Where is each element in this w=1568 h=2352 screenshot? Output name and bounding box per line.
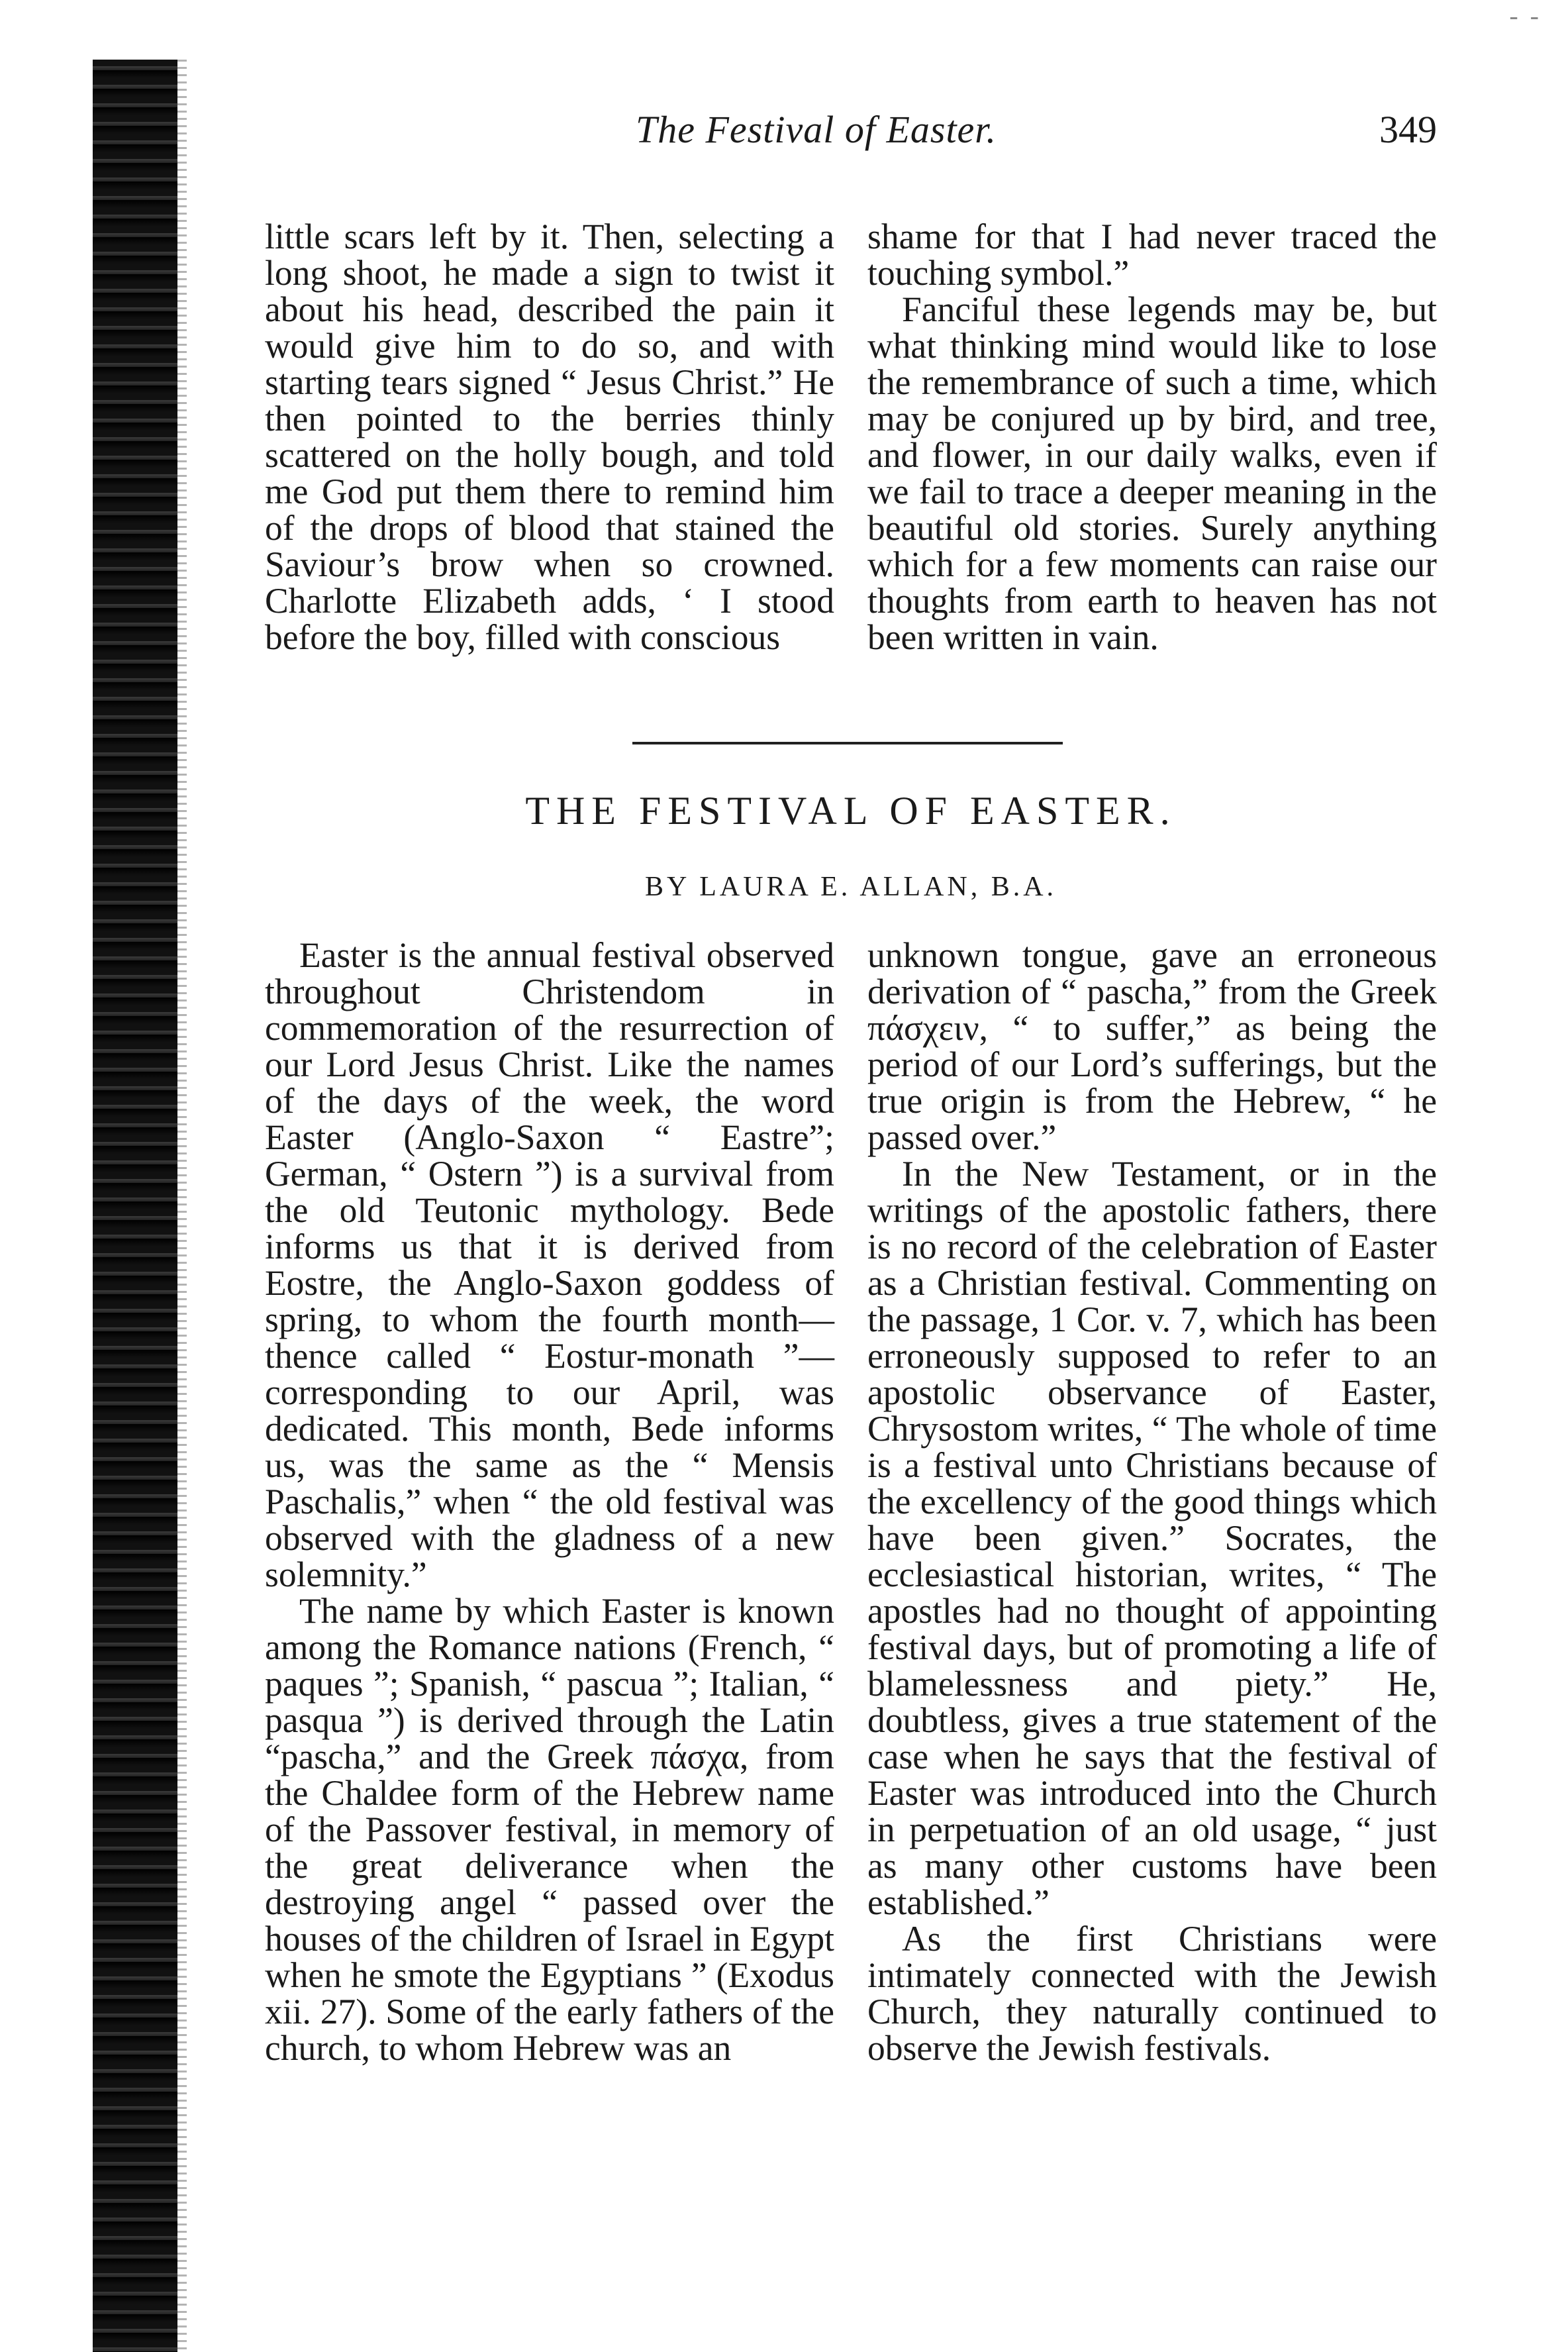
page-number: 349 xyxy=(1379,108,1437,151)
previous-article-left-column xyxy=(265,219,834,656)
article-left-column xyxy=(265,937,834,2067)
paragraph: Easter is the annual festival observed throughout Christendom in commemoration of the resurrection of our Lord Jesus Christ. Like the names of the days of the week, the word Easter (Anglo-Saxon “ Eastre”; German, “ Ostern ”) is a survival from the old Teutonic mythology. Bede informs us that it is derived from Eostre, the Anglo-Saxon goddess of spring, to whom the fourth month—thence called “ Eostur-monath ”—corresponding to our April, was dedicated. This month, Bede informs us, was the same as the “ Mensis Paschalis,” when “ the old festival was observed with the gladness of a new solemnity.” xyxy=(265,935,834,1594)
article-right-column xyxy=(867,937,1437,2067)
running-header xyxy=(265,107,1437,160)
paragraph: As the first Christians were intimately connected with the Jewish Church, they naturally continued to observe the Jewish festivals. xyxy=(867,1919,1437,2068)
paragraph: unknown tongue, gave an erroneous derivation of “ pascha,” from the Greek πάσχειν, “ to suffer,” as being the period of our Lord’s sufferings, but the true origin is from the Hebrew, “ he passed over.” xyxy=(867,935,1437,1157)
page-binding-edge xyxy=(93,60,177,2352)
running-title: The Festival of Easter. xyxy=(636,108,997,151)
article-title: THE FESTIVAL OF EASTER. xyxy=(525,789,1177,833)
previous-article-right-column xyxy=(867,219,1437,656)
paragraph: Fanciful these legends may be, but what thinking mind would like to lose the remembrance of such a time, which may be conjured up by bird, and tree, and flower, in our daily walks, even if we fail to trace a deeper meaning in the beautiful old stories. Surely anything which for a few moments can raise our thoughts from earth to heaven has not been written in vain. xyxy=(867,289,1437,657)
paragraph: shame for that I had never traced the touching symbol.” xyxy=(867,217,1437,293)
paragraph: little scars left by it. Then, selecting a long shoot, he made a sign to twist it about his head, described the pain it would give him to do so, and with starting tears signed “ Jesus Christ.” He then pointed to the berries thinly scattered on the holly bough, and told me God put them there to remind him of the drops of blood that stained the Saviour’s brow when so crowned. Charlotte Elizabeth adds, ‘ I stood before the boy, filled with conscious xyxy=(265,217,834,657)
paragraph: The name by which Easter is known among the Romance nations (French, “ paques ”; Spanish, “ pascua ”; Italian, “ pasqua ”) is derived through the Latin “pascha,” and the Greek πάσχα, from the Chaldee form of the Hebrew name of the Passover festival, in memory of the great deliverance when the destroying angel “ passed over the houses of the children of Israel in Egypt when he smote the Egyptians ” (Exodus xii. 27). Some of the early fathers of the church, to whom Hebrew was an xyxy=(265,1591,834,2068)
corner-mark: - - xyxy=(1509,1,1542,30)
section-divider xyxy=(632,742,1063,744)
article-byline: BY LAURA E. ALLAN, B.A. xyxy=(644,872,1057,902)
paragraph: In the New Testament, or in the writings of the apostolic fathers, there is no record of the celebration of Easter as a Christian festival. Commenting on the passage, 1 Cor. v. 7, which has been erroneously supposed to refer to an apostolic observance of Easter, Chrysostom writes, “ The whole of time is a festival unto Christians because of the excellency of the good things which have been given.” Socrates, the ecclesiastical historian, writes, “ The apostles had no thought of appointing festival days, but of promoting a life of blamelessness and piety.” He, doubtless, gives a true statement of the case when he says that the festival of Easter was introduced into the Church in perpetuation of an old usage, “ just as many other customs have been established.” xyxy=(867,1154,1437,1922)
